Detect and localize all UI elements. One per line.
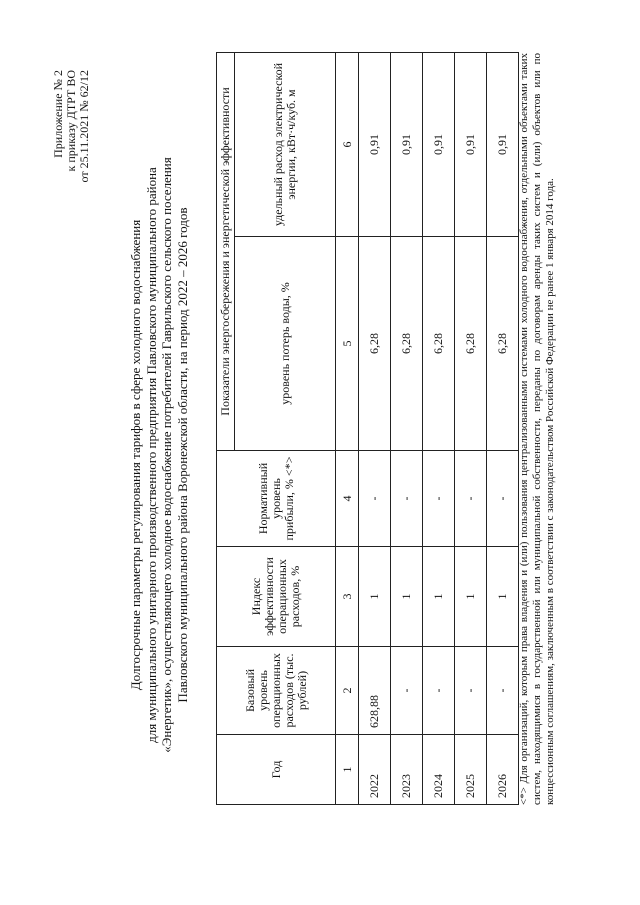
cell-profit: - — [487, 451, 519, 547]
cell-energy: 0,91 — [487, 53, 519, 237]
cell-base: 628,88 — [359, 647, 391, 735]
cell-energy: 0,91 — [391, 53, 423, 237]
cell-index: 1 — [391, 547, 423, 647]
cell-loss: 6,28 — [423, 237, 455, 451]
title-line-3: «Энергетик», осуществляющего холодное водоснабжение потребителей Гаврильского сельского поселения — [159, 157, 174, 753]
header-normative-profit: Нормативный уровень прибыли, % <*> — [217, 451, 336, 547]
appendix-reference — [52, 70, 91, 182]
cell-profit: - — [455, 451, 487, 547]
index-cell: 1 — [336, 735, 359, 805]
table-row — [423, 53, 455, 805]
table-header-row — [217, 53, 235, 805]
column-index-row — [336, 53, 359, 805]
cell-base: - — [423, 647, 455, 735]
cell-energy: 0,91 — [359, 53, 391, 237]
cell-base: - — [455, 647, 487, 735]
table-row — [455, 53, 487, 805]
cell-year: 2022 — [359, 735, 391, 805]
cell-base: - — [391, 647, 423, 735]
cell-loss: 6,28 — [391, 237, 423, 451]
cell-index: 1 — [423, 547, 455, 647]
parameters-table — [216, 52, 519, 805]
header-water-loss: уровень потерь воды, % — [235, 237, 336, 451]
header-energy-group: Показатели энергосбережения и энергетической эффективности — [217, 53, 235, 451]
cell-loss: 6,28 — [359, 237, 391, 451]
cell-profit: - — [423, 451, 455, 547]
appendix-date: от 25.11.2021 № 62/12 — [77, 70, 91, 183]
table-row — [391, 53, 423, 805]
cell-base: - — [487, 647, 519, 735]
index-cell: 2 — [336, 647, 359, 735]
document-title — [128, 95, 190, 815]
cell-year: 2024 — [423, 735, 455, 805]
cell-index: 1 — [455, 547, 487, 647]
cell-index: 1 — [359, 547, 391, 647]
cell-loss: 6,28 — [487, 237, 519, 451]
cell-year: 2025 — [455, 735, 487, 805]
cell-year: 2026 — [487, 735, 519, 805]
cell-loss: 6,28 — [455, 237, 487, 451]
cell-energy: 0,91 — [423, 53, 455, 237]
title-line-4: Павловского муниципального района Воронежской области, на период 2022 – 2026 годов — [174, 207, 190, 703]
table-row — [359, 53, 391, 805]
header-efficiency-index: Индекс эффективности операционных расходов, % — [217, 547, 336, 647]
cell-profit: - — [391, 451, 423, 547]
cell-profit: - — [359, 451, 391, 547]
title-line-1: Долгосрочные параметры регулирования тарифов в сфере холодного водоснабжения — [128, 219, 143, 691]
index-cell: 6 — [336, 53, 359, 237]
table-row — [487, 53, 519, 805]
cell-index: 1 — [487, 547, 519, 647]
cell-year: 2023 — [391, 735, 423, 805]
header-base-level: Базовый уровень операционных расходов (тыс. рублей) — [217, 647, 336, 735]
appendix-number: Приложение № 2 — [51, 70, 65, 158]
title-line-2: для муниципального унитарного производственного предприятия Павловского муниципального района — [143, 167, 159, 743]
index-cell: 3 — [336, 547, 359, 647]
header-specific-consumption: удельный расход электрической энергии, кВт·ч/куб. м — [235, 53, 336, 237]
appendix-order: к приказу ДТРТ ВО — [64, 70, 78, 172]
index-cell: 4 — [336, 451, 359, 547]
cell-energy: 0,91 — [455, 53, 487, 237]
footnote: <*> Для организаций, которым права владения и (или) пользования централизованными системами холодного водоснабжения, отдельными объектами таких систем, находящимися в государственной или муниципальной собственности, переданы по договорам аренды таких систем и (или) объектов или по концессионным соглашениям, заключенным в соответствии с законодательством Российской Федерации не ранее 1 января 2014 года. — [518, 53, 556, 805]
index-cell: 5 — [336, 237, 359, 451]
header-year: Год — [217, 735, 336, 805]
